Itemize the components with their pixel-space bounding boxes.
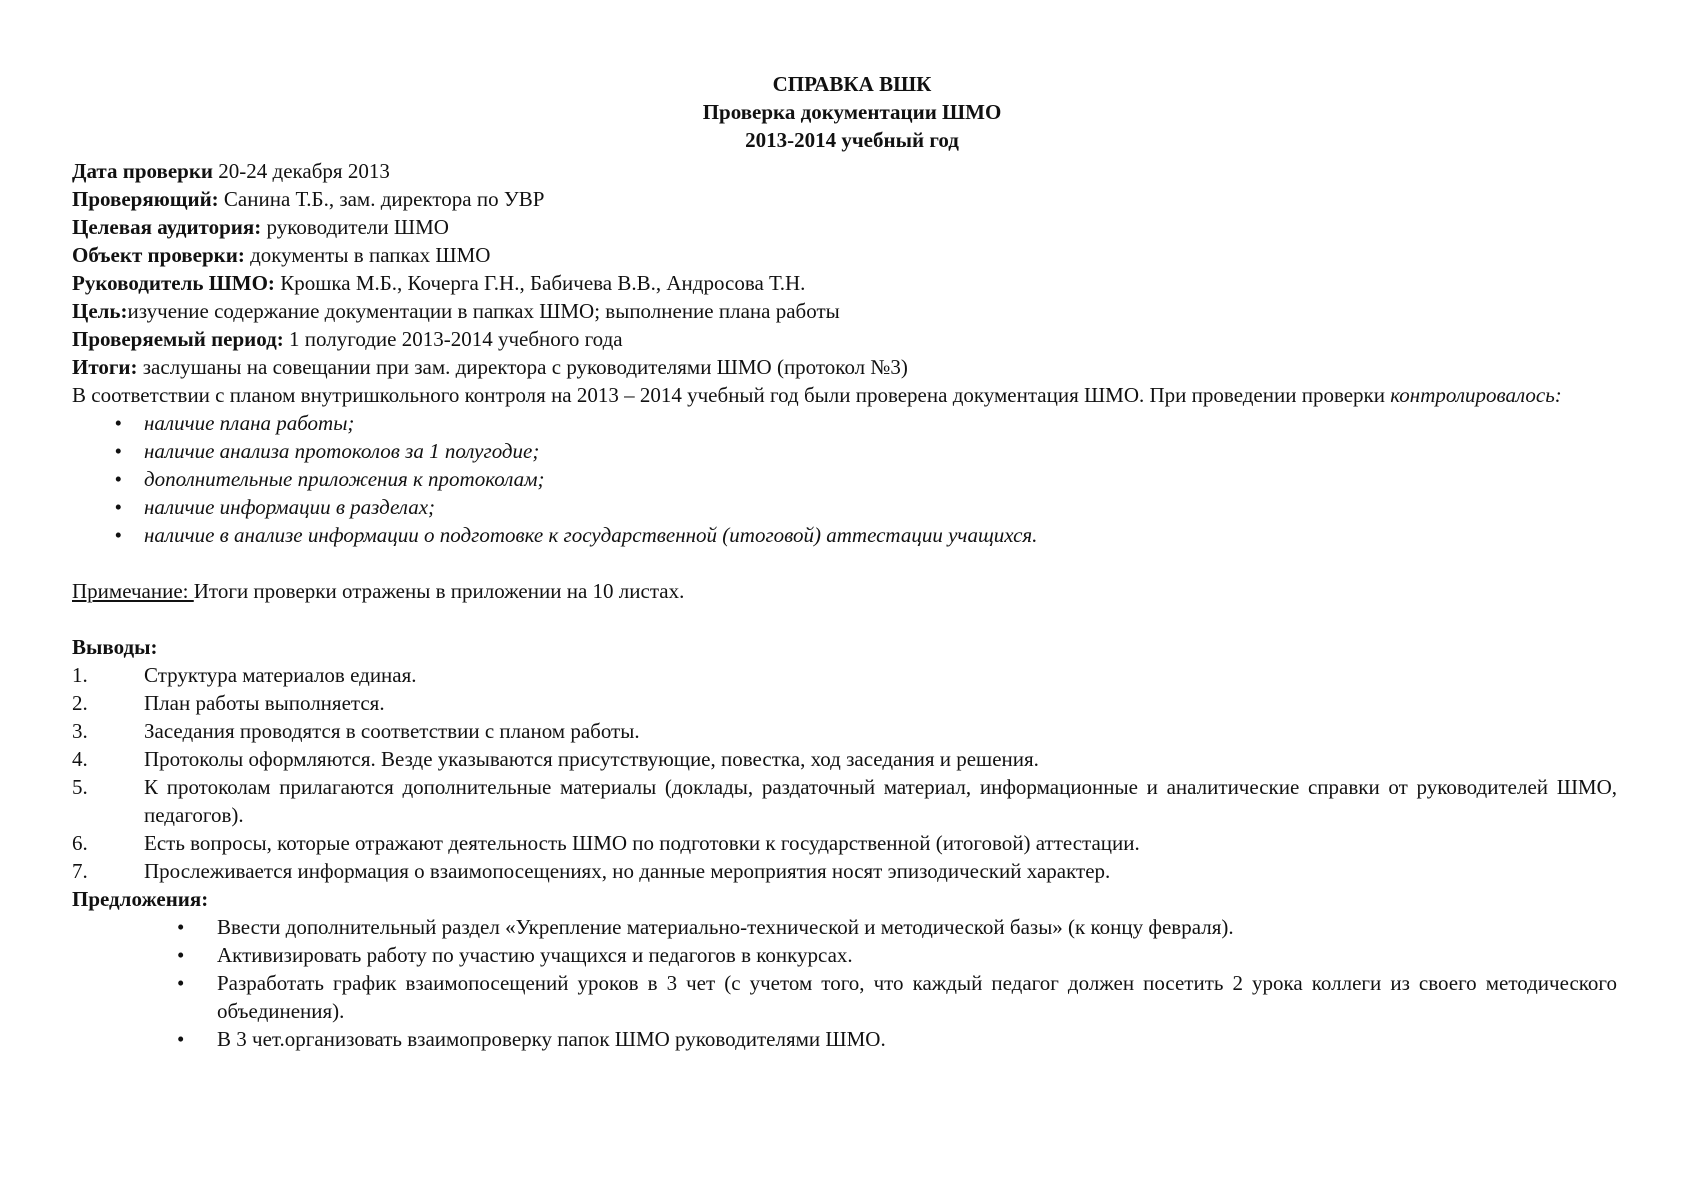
suggestions-heading: Предложения: <box>72 887 209 911</box>
list-item-text: Протоколы оформляются. Везде указываются присутствующие, повестка, ход заседания и решения. <box>144 747 1039 771</box>
list-item-text: наличие анализа протоколов за 1 полугодие; <box>144 439 540 463</box>
field-label: Итоги: <box>72 355 138 379</box>
list-item-text: Прослеживается информация о взаимопосещениях, но данные мероприятия носят эпизодический характер. <box>144 859 1111 883</box>
list-item <box>72 689 1617 717</box>
bullet-icon: • <box>177 943 185 967</box>
list-item <box>72 493 1617 521</box>
document-year: 2013-2014 учебный год <box>745 128 959 152</box>
field-row <box>72 241 1617 269</box>
list-item-text: К протоколам прилагаются дополнительные материалы (доклады, раздаточный материал, информационные и аналитические справки от руководителей ШМО, педагогов). <box>144 775 1617 827</box>
field-label: Руководитель ШМО: <box>72 271 275 295</box>
item-number: 4. <box>72 747 88 771</box>
list-item <box>72 717 1617 745</box>
item-number: 6. <box>72 831 88 855</box>
field-label: Целевая аудитория: <box>72 215 262 239</box>
list-item <box>72 941 1617 969</box>
document-header <box>0 70 1684 154</box>
field-row <box>72 325 1617 353</box>
conclusions-heading: Выводы: <box>72 635 158 659</box>
bullet-icon: • <box>114 523 122 547</box>
list-item-text: Разработать график взаимопосещений уроков в 3 чет (с учетом того, что каждый педагог должен посетить 2 урока коллеги из своего методического объединения). <box>217 971 1617 1023</box>
field-row <box>72 185 1617 213</box>
control-list <box>72 409 1617 549</box>
bullet-icon: • <box>114 411 122 435</box>
conclusions-list <box>72 661 1617 885</box>
document-subtitle: Проверка документации ШМО <box>702 100 1002 124</box>
list-item <box>72 465 1617 493</box>
item-number: 3. <box>72 719 88 743</box>
list-item-text: Ввести дополнительный раздел «Укрепление материально-технической и методической базы» (к концу февраля). <box>217 915 1234 939</box>
field-value: 1 полугодие 2013-2014 учебного года <box>283 327 623 351</box>
field-value: 20-24 декабря 2013 <box>213 159 390 183</box>
document-body <box>72 157 1617 1053</box>
field-row <box>72 297 1617 325</box>
list-item <box>72 857 1617 885</box>
spacer <box>72 605 1617 633</box>
note-paragraph <box>72 577 1617 605</box>
field-value: документы в папках ШМО <box>244 243 491 267</box>
bullet-icon: • <box>177 1027 185 1051</box>
document-title: СПРАВКА ВШК <box>772 72 932 96</box>
intro-italic: контролировалось: <box>1390 383 1562 407</box>
list-item <box>72 829 1617 857</box>
bullet-icon: • <box>114 439 122 463</box>
field-row <box>72 213 1617 241</box>
field-value: изучение содержание документации в папках ШМО; выполнение плана работы <box>127 299 840 323</box>
field-label: Проверяемый период: <box>72 327 284 351</box>
field-label: Цель: <box>72 299 128 323</box>
field-row <box>72 269 1617 297</box>
intro-paragraph <box>72 381 1617 409</box>
field-row <box>72 353 1617 381</box>
suggestions-list <box>72 913 1617 1053</box>
field-label: Проверяющий: <box>72 187 219 211</box>
field-value: Крошка М.Б., Кочерга Г.Н., Бабичева В.В., Андросова Т.Н. <box>274 271 806 295</box>
list-item-text: наличие информации в разделах; <box>144 495 436 519</box>
list-item-text: Заседания проводятся в соответствии с планом работы. <box>144 719 640 743</box>
item-number: 1. <box>72 663 88 687</box>
field-row <box>72 157 1617 185</box>
item-number: 7. <box>72 859 88 883</box>
list-item-text: Активизировать работу по участию учащихся и педагогов в конкурсах. <box>217 943 853 967</box>
list-item <box>72 913 1617 941</box>
field-value: Санина Т.Б., зам. директора по УВР <box>218 187 545 211</box>
list-item <box>72 661 1617 689</box>
list-item <box>72 409 1617 437</box>
note-text: Итоги проверки отражены в приложении на 10 листах. <box>193 579 685 603</box>
list-item <box>72 521 1617 549</box>
list-item <box>72 437 1617 465</box>
item-number: 5. <box>72 775 88 799</box>
note-label: Примечание: <box>72 579 194 603</box>
list-item <box>72 745 1617 773</box>
bullet-icon: • <box>177 971 185 995</box>
field-value: руководители ШМО <box>261 215 449 239</box>
bullet-icon: • <box>114 467 122 491</box>
field-label: Объект проверки: <box>72 243 245 267</box>
list-item-text: наличие плана работы; <box>144 411 355 435</box>
list-item <box>72 1025 1617 1053</box>
list-item-text: Структура материалов единая. <box>144 663 417 687</box>
list-item-text: Есть вопросы, которые отражают деятельность ШМО по подготовки к государственной (итоговой) аттестации. <box>144 831 1140 855</box>
bullet-icon: • <box>177 915 185 939</box>
list-item-text: В 3 чет.организовать взаимопроверку папок ШМО руководителями ШМО. <box>217 1027 886 1051</box>
list-item-text: наличие в анализе информации о подготовке к государственной (итоговой) аттестации учащихся. <box>144 523 1038 547</box>
list-item-text: дополнительные приложения к протоколам; <box>144 467 545 491</box>
item-number: 2. <box>72 691 88 715</box>
list-item <box>72 773 1617 829</box>
field-label: Дата проверки <box>72 159 214 183</box>
list-item <box>72 969 1617 1025</box>
field-value: заслушаны на совещании при зам. директора с руководителями ШМО (протокол №3) <box>137 355 908 379</box>
spacer <box>72 549 1617 577</box>
bullet-icon: • <box>114 495 122 519</box>
intro-text: В соответствии с планом внутришкольного контроля на 2013 – 2014 учебный год были проверена документация ШМО. При проведении проверки <box>72 383 1386 407</box>
list-item-text: План работы выполняется. <box>144 691 385 715</box>
